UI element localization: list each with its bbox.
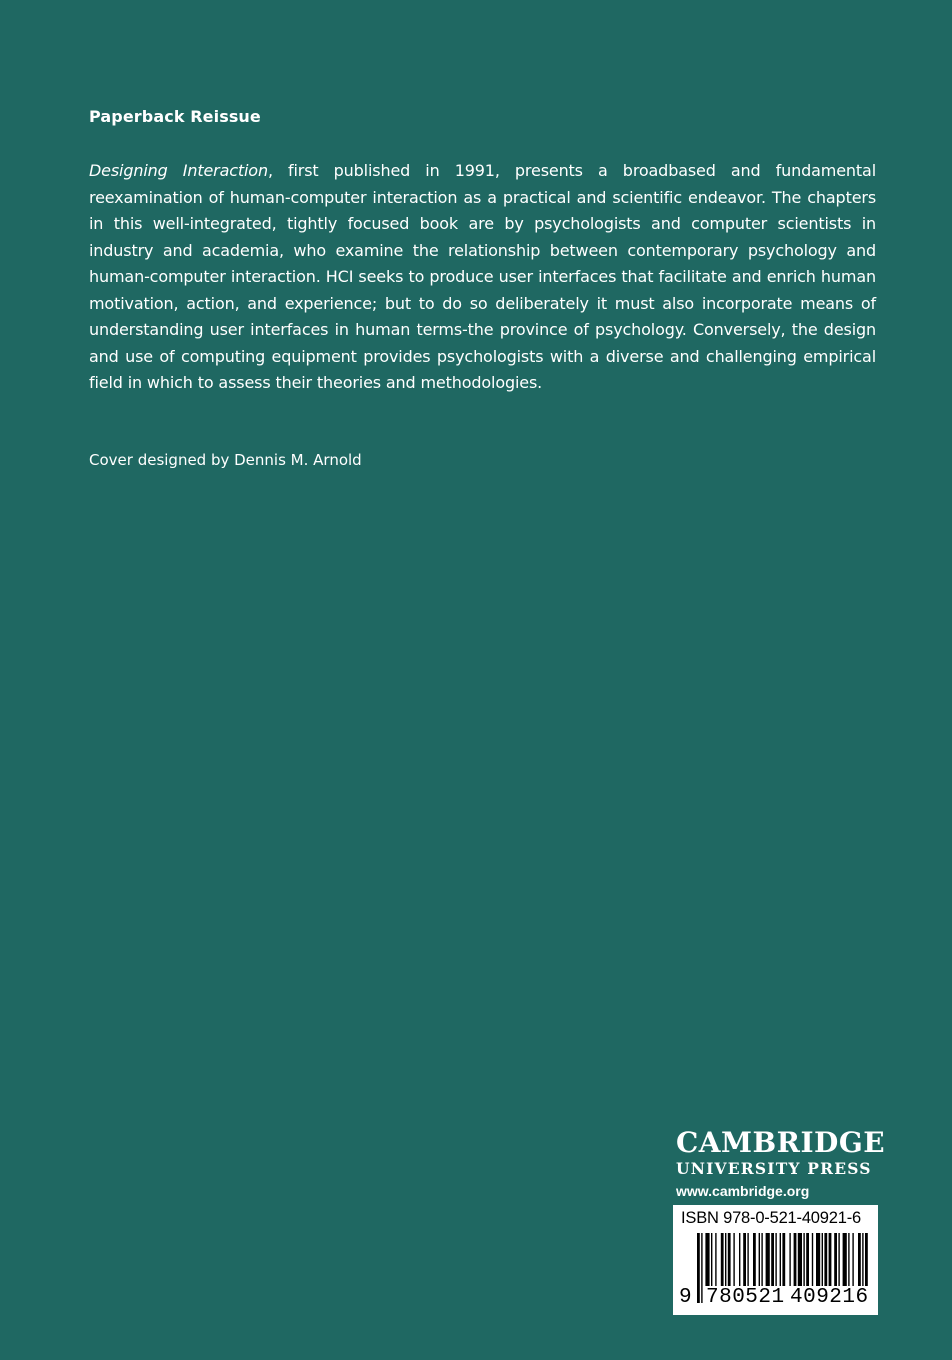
publisher-logo	[676, 1126, 886, 1199]
reissue-heading: Paperback Reissue	[89, 107, 261, 126]
description-text: , first published in 1991, presents a broadbased and fundamental reexamination of human-computer interaction as a practical and scientific endeavor. The chapters in this well-integrated, tightly focused book are by psychologists and computer scientists in industry and academia, who examine the relationship between contemporary psychology and human-computer interaction. HCI seeks to produce user interfaces that facilitate and enrich human motivation, action, and experience; but to do so deliberately it must also incorporate means of understanding user interfaces in human terms-the province of psychology. Conversely, the design and use of computing equipment provides psychologists with a diverse and challenging empirical field in which to assess their theories and methodologies.	[89, 161, 876, 392]
barcode-stripe	[701, 1233, 702, 1303]
barcode-digits-right: 409216	[790, 1286, 869, 1309]
isbn-label: ISBN 978-0-521-40921-6	[681, 1209, 861, 1227]
barcode-stripe	[697, 1233, 700, 1303]
publisher-url: www.cambridge.org	[676, 1183, 810, 1199]
publisher-name: CAMBRIDGE	[676, 1126, 886, 1159]
description-paragraph	[89, 158, 876, 397]
cover-credit: Cover designed by Dennis M. Arnold	[89, 451, 362, 469]
barcode-panel	[673, 1205, 878, 1315]
publisher-subtitle: UNIVERSITY PRESS	[676, 1159, 872, 1178]
barcode-digits-left: 780521	[706, 1286, 785, 1309]
barcode-digit-first: 9	[679, 1286, 693, 1309]
book-title: Designing Interaction	[89, 161, 268, 180]
